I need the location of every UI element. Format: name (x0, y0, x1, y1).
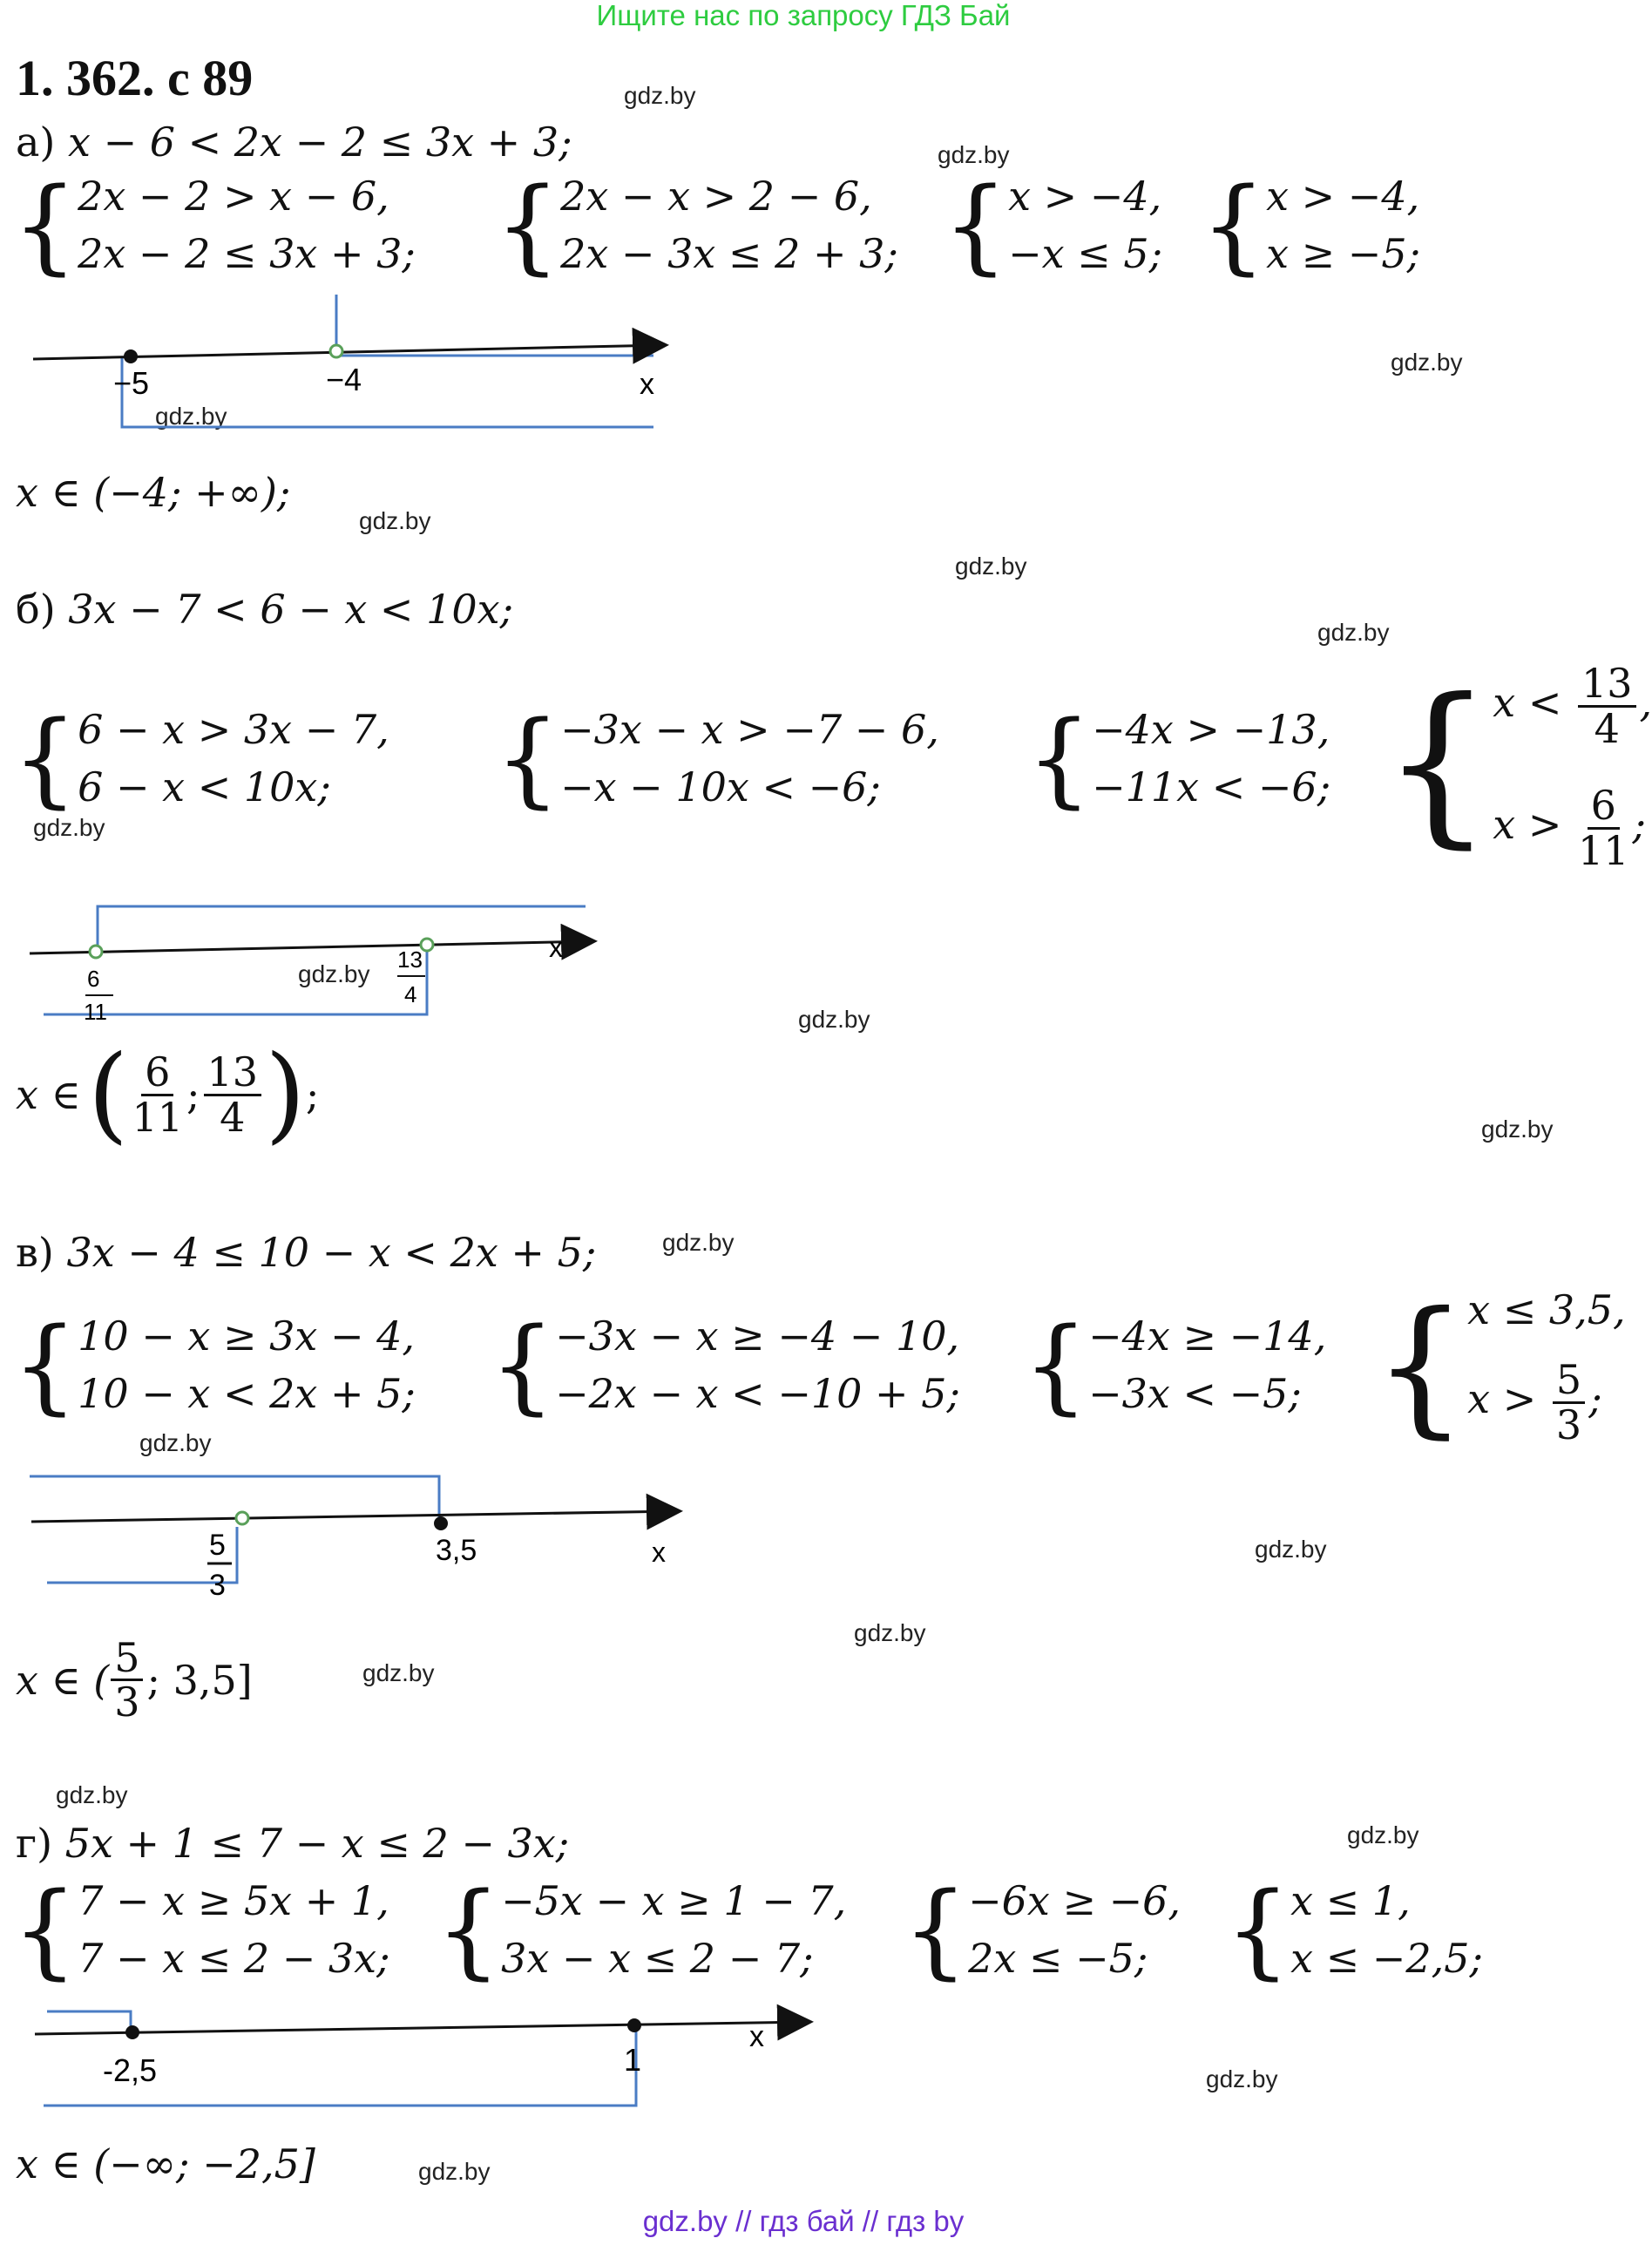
tick-label: -2,5 (103, 2052, 158, 2088)
tick-label: 11 (84, 999, 107, 1025)
open-point (236, 1512, 248, 1524)
filled-point (434, 1516, 448, 1530)
open-point (421, 939, 433, 951)
open-point (90, 946, 102, 958)
watermark: gdz.by (298, 960, 370, 987)
part-a-answer: x ∈ (−4; +∞); (16, 469, 291, 516)
tick-label: 4 (404, 981, 417, 1007)
part-a-number-line (0, 279, 697, 444)
exercise-title: 1. 362. с 89 (16, 50, 254, 106)
search-banner: Ищите нас по запросу ГДЗ Бай (596, 0, 1011, 31)
filled-point (124, 349, 138, 363)
part-a-system-4: { x > −4, x ≥ −5; (1201, 165, 1421, 285)
tick-label: 6 (87, 966, 100, 992)
watermark: gdz.by (359, 507, 431, 534)
part-v-system-4: { x ≤ 3,5, x > $\frac{5}{3}$ ; (1373, 1280, 1626, 1453)
part-g-system-3: { −6x ≥ −6, 2x ≤ −5; (903, 1869, 1181, 1990)
tick-label: 1 (624, 2042, 642, 2078)
part-b-answer: x ∈ ( $\frac{6}{11}$ ; $\frac{13}{4}$ ) ; (16, 1034, 320, 1155)
watermark: gdz.by (798, 1006, 870, 1033)
part-b-system-3: { −4x > −13, −11x < −6; (1026, 698, 1331, 818)
part-v-answer: x ∈ ( $\frac{5}{3}$ ; 3,5] (16, 1634, 253, 1726)
part-g-number-line (0, 1996, 836, 2126)
watermark: gdz.by (854, 1619, 926, 1646)
tick-label: 13 (397, 946, 423, 973)
watermark: gdz.by (1391, 349, 1463, 376)
open-point (330, 345, 342, 357)
watermark: gdz.by (1255, 1536, 1327, 1563)
part-g-system-1: { 7 − x ≥ 5x + 1, 7 − x ≤ 2 − 3x; (12, 1869, 390, 1990)
watermark: gdz.by (662, 1229, 735, 1256)
tick-label: 5 (209, 1529, 226, 1562)
axis-variable-label: x (652, 1536, 666, 1568)
interval-line (122, 357, 653, 427)
part-v-number-line (0, 1464, 714, 1621)
watermark: gdz.by (624, 82, 696, 109)
part-v-system-3: { −4x ≥ −14, −3x < −5; (1023, 1305, 1327, 1425)
watermark: gdz.by (1206, 2065, 1278, 2092)
part-b-number-line (0, 889, 627, 1037)
part-v-system-1: { 10 − x ≥ 3x − 4, 10 − x < 2x + 5; (12, 1305, 416, 1425)
watermark: gdz.by (33, 814, 105, 841)
number-axis (35, 2022, 809, 2034)
watermark: gdz.by (139, 1429, 212, 1456)
part-b-system-2: { −3x − x > −7 − 6, −x − 10x < −6; (495, 698, 939, 818)
part-b-system-1: { 6 − x > 3x − 7, 6 − x < 10x; (12, 698, 389, 818)
part-a-system-3: { x > −4, −x ≤ 5; (943, 165, 1163, 285)
number-axis (31, 1511, 678, 1522)
watermark: gdz.by (938, 141, 1010, 168)
watermark: gdz.by (362, 1659, 435, 1686)
filled-point (627, 2018, 641, 2032)
part-g-system-2: { −5x − x ≥ 1 − 7, 3x − x ≤ 2 − 7; (436, 1869, 847, 1990)
watermark: gdz.by (56, 1781, 128, 1808)
watermark: gdz.by (155, 403, 227, 430)
part-b-system-4: { x < $\frac{13}{4}$ , x > $\frac{6}{11}$ ; (1382, 660, 1652, 874)
number-axis (30, 941, 592, 953)
part-v-system-2: { −3x − x ≥ −4 − 10, −2x − x < −10 + 5; (490, 1305, 960, 1425)
part-a-system-2: { 2x − x > 2 − 6, 2x − 3x ≤ 2 + 3; (495, 165, 898, 285)
part-a-statement: а) x − 6 < 2x − 2 ≤ 3x + 3; (16, 119, 572, 166)
footer-links: gdz.by // гдз бай // гдз by (642, 2205, 965, 2237)
tick-label: −4 (326, 362, 362, 397)
axis-variable-label: x (749, 2020, 764, 2053)
axis-variable-label: x (640, 368, 654, 401)
watermark: gdz.by (955, 553, 1027, 580)
part-g-system-4: { x ≤ 1, x ≤ −2,5; (1225, 1869, 1484, 1990)
part-g-statement: г) 5x + 1 ≤ 7 − x ≤ 2 − 3x; (16, 1820, 570, 1867)
part-g-answer: x ∈ (−∞; −2,5] (16, 2140, 315, 2187)
filled-point (125, 2025, 139, 2039)
axis-variable-label: x (549, 932, 563, 963)
part-v-statement: в) 3x − 4 ≤ 10 − x < 2x + 5; (16, 1229, 597, 1276)
watermark: gdz.by (1347, 1821, 1419, 1848)
watermark: gdz.by (1317, 619, 1390, 646)
part-a-system-1: { 2x − 2 > x − 6, 2x − 2 ≤ 3x + 3; (12, 165, 416, 285)
part-b-statement: б) 3x − 7 < 6 − x < 10x; (16, 586, 514, 633)
watermark: gdz.by (1481, 1116, 1554, 1143)
interval-line (98, 906, 586, 952)
watermark: gdz.by (418, 2158, 491, 2185)
tick-label: 3,5 (436, 1534, 477, 1567)
tick-label: 3 (209, 1569, 226, 1602)
tick-label: −5 (113, 365, 150, 401)
